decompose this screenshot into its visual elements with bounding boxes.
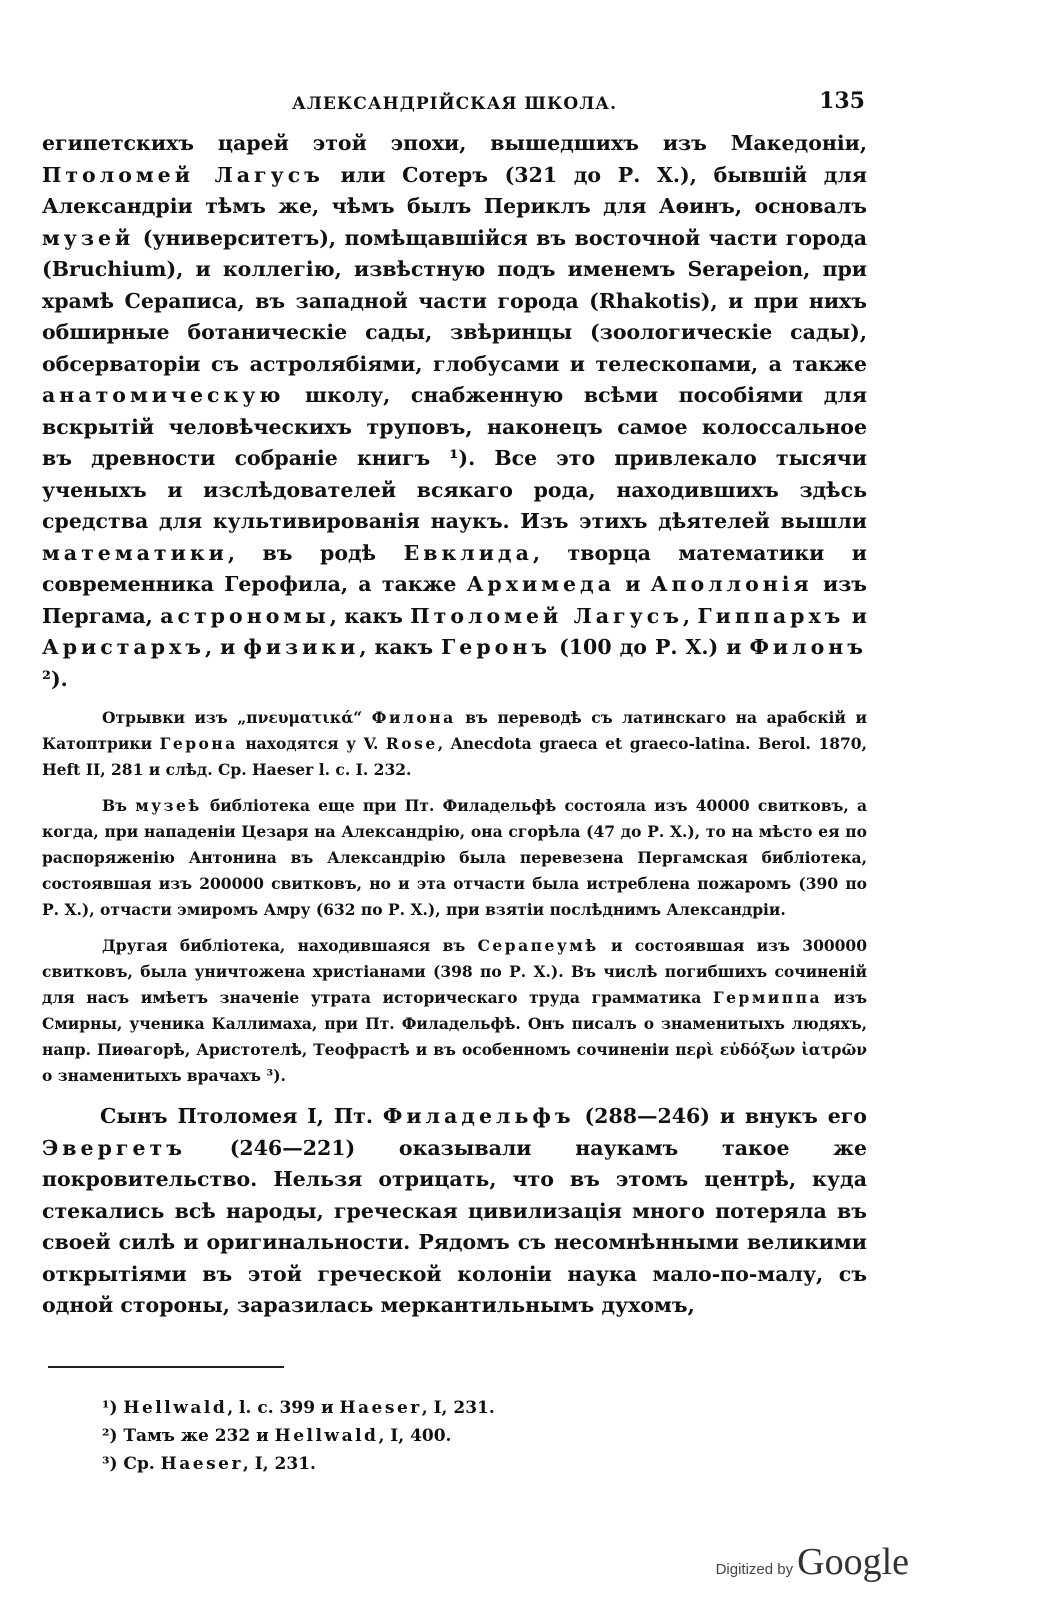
small-print-notes bbox=[42, 705, 867, 1089]
spaced-text: Haeser bbox=[160, 1453, 243, 1474]
text-run: , и bbox=[204, 635, 244, 659]
text-run: (100 до Р. X.) и bbox=[551, 635, 750, 659]
text-run: или Сотеръ (321 до Р. X.), бывшій для Александріи тѣмъ же, чѣмъ былъ Периклъ для Аѳинъ, основалъ bbox=[42, 162, 868, 218]
text-run: изъ Смирны, ученика Каллимаха, при Пт. Филадельфѣ. Онъ писалъ о знаменитыхъ людяхъ, напр. Пиѳагорѣ, Аристотелѣ, Теофрастѣ и въ особенномъ сочиненіи περὶ εὐδόξων ἰατρῶν о знаменитыхъ врачахъ ³). bbox=[42, 988, 867, 1085]
spaced-text: Птоломей Лагусъ bbox=[42, 162, 324, 187]
text-run: , l. c. 399 и bbox=[227, 1397, 340, 1418]
footnote bbox=[102, 1422, 867, 1450]
text-run: , творца математики и современника Герофила, а также bbox=[42, 540, 867, 596]
book-page bbox=[42, 88, 867, 1478]
spaced-text: Rose bbox=[385, 734, 438, 753]
digitized-by-label: Digitized by bbox=[715, 1561, 794, 1578]
spaced-text: Герона bbox=[159, 734, 238, 753]
main-paragraph bbox=[42, 128, 867, 695]
page-number: 135 bbox=[819, 88, 865, 114]
text-run: , какъ bbox=[329, 603, 411, 628]
text-run: , I, 400. bbox=[378, 1425, 452, 1446]
text-run: , какъ bbox=[359, 635, 442, 659]
footnote-divider bbox=[48, 1366, 284, 1368]
spaced-text: Филонъ bbox=[749, 635, 867, 659]
text-run: , bbox=[682, 603, 698, 628]
spaced-text: Hellwald bbox=[123, 1397, 228, 1418]
spaced-text: Hellwald bbox=[274, 1425, 379, 1446]
text-run: Отрывки изъ „πνευματικά“ bbox=[102, 708, 372, 727]
text-run: (университетъ), помѣщавшійся въ восточной части города (Bruchium), и коллегію, извѣстную подъ именемъ Serapeion, при храмѣ Сераписа, въ западной части города (Rhakotis), и при нихъ обширные ботаническіе сады, звѣринцы (зоологическіе сады), обсерваторіи съ астролябіями, глобусами и телескопами, а также bbox=[42, 225, 867, 376]
text-run: ²) Тамъ же 232 и bbox=[102, 1425, 275, 1446]
note-paragraph bbox=[42, 933, 867, 1089]
running-header bbox=[42, 88, 867, 128]
footnote bbox=[102, 1450, 867, 1478]
text-run: находятся у V. bbox=[237, 734, 386, 753]
spaced-text: музей bbox=[42, 225, 135, 250]
spaced-text: Haeser bbox=[339, 1397, 422, 1418]
text-run: и состоявшая изъ 300000 свитковъ, была уничтожена христіанами (398 по Р. X.). Въ числѣ погибшихъ сочиненій для насъ имѣетъ значеніе утрата историческаго труда грамматика bbox=[42, 936, 867, 1007]
spaced-text: астрономы bbox=[160, 603, 330, 628]
text-run: , I, 231. bbox=[242, 1453, 316, 1474]
text-run: въ переводѣ съ латинскаго на арабскій и Катоптрики bbox=[42, 708, 867, 753]
text-run: Въ bbox=[102, 796, 136, 815]
text-run: библіотека еще при Пт. Филадельфѣ состояла изъ 40000 свитковъ, а когда, при нападеніи Цезаря на Александрію, она сгорѣла (47 до Р. X.), то на мѣсто ея по распоряженію Антонина въ Александрію была перевезена Пергамская библіотека, состоявшая изъ 200000 свитковъ, но и эта отчасти была истреблена пожаромъ (390 по Р. X.), отчасти эмиромъ Амру (632 по Р. X.), при взятіи послѣднимъ Александріи. bbox=[42, 796, 868, 919]
text-run: Сынъ Птоломея I, Пт. bbox=[100, 1104, 383, 1128]
text-run: ³) Ср. bbox=[102, 1453, 161, 1474]
text-run: Другая библіотека, находившаяся въ bbox=[102, 936, 478, 955]
spaced-text: Аполлонія bbox=[650, 572, 813, 596]
footnote bbox=[102, 1394, 867, 1422]
text-run: , I, 231. bbox=[421, 1397, 495, 1418]
spaced-text: Эвергетъ bbox=[42, 1135, 186, 1160]
text-run: ²). bbox=[42, 666, 68, 691]
google-watermark bbox=[716, 1540, 909, 1584]
spaced-text: Филона bbox=[371, 708, 456, 727]
spaced-text: Гермиппа bbox=[712, 988, 823, 1007]
note-paragraph bbox=[42, 705, 867, 783]
footnotes bbox=[102, 1394, 867, 1478]
text-run: египетскихъ царей этой эпохи, вышедшихъ изъ Македоніи, bbox=[42, 131, 867, 155]
text-run: (288—246) и внукъ его bbox=[574, 1104, 867, 1128]
running-title: АЛЕКСАНДРІЙСКАЯ ШКОЛА. bbox=[291, 94, 618, 114]
spaced-text: Евклида bbox=[403, 540, 533, 565]
spaced-text: Аристархъ bbox=[42, 635, 205, 659]
spaced-text: Геронъ bbox=[441, 635, 552, 659]
spaced-text: физики bbox=[243, 635, 360, 659]
text-run: , Anecdota graeca et graeco-latina. Berol. 1870, Heft II, 281 и слѣд. Ср. Haeser l. c. I. 232. bbox=[42, 734, 867, 779]
spaced-text: музеѣ bbox=[135, 796, 202, 815]
spaced-text: Филадельфъ bbox=[382, 1104, 575, 1128]
text-run: , въ родѣ bbox=[227, 540, 404, 565]
note-paragraph bbox=[42, 793, 867, 923]
google-logo: Google bbox=[797, 1541, 909, 1583]
text-run: и bbox=[844, 603, 868, 628]
text-run: изъ Пергама, bbox=[42, 572, 868, 628]
spaced-text: математики bbox=[42, 540, 228, 565]
second-paragraph bbox=[42, 1101, 867, 1322]
spaced-text: Серапеумѣ bbox=[477, 936, 599, 955]
spaced-text: Птоломей Лагусъ bbox=[410, 603, 683, 628]
spaced-text: Архимеда bbox=[466, 572, 615, 596]
text-run: ¹) bbox=[102, 1397, 124, 1418]
text-run: школу, снабженную всѣми пособіями для вскрытій человѣческихъ труповъ, наконецъ самое колоссальное въ древности собраніе книгъ ¹). Все это привлекало тысячи ученыхъ и изслѣдователей всякаго рода, находившихъ здѣсь средства для культивированія наукъ. Изъ этихъ дѣятелей вышли bbox=[42, 383, 867, 533]
text-run: (246—221) оказывали наукамъ такое же покровительство. Нельзя отрицать, что въ этомъ центрѣ, куда стекались всѣ народы, греческая цивилизація много потеряла въ своей силѣ и оригинальности. Рядомъ съ несомнѣнными великими открытіями въ этой греческой колоніи наука мало-по-малу, съ одной стороны, заразилась меркантильнымъ духомъ, bbox=[42, 1135, 867, 1317]
spaced-text: Гиппархъ bbox=[697, 603, 845, 628]
text-run: и bbox=[614, 572, 651, 596]
spaced-text: анатомическую bbox=[42, 383, 285, 407]
